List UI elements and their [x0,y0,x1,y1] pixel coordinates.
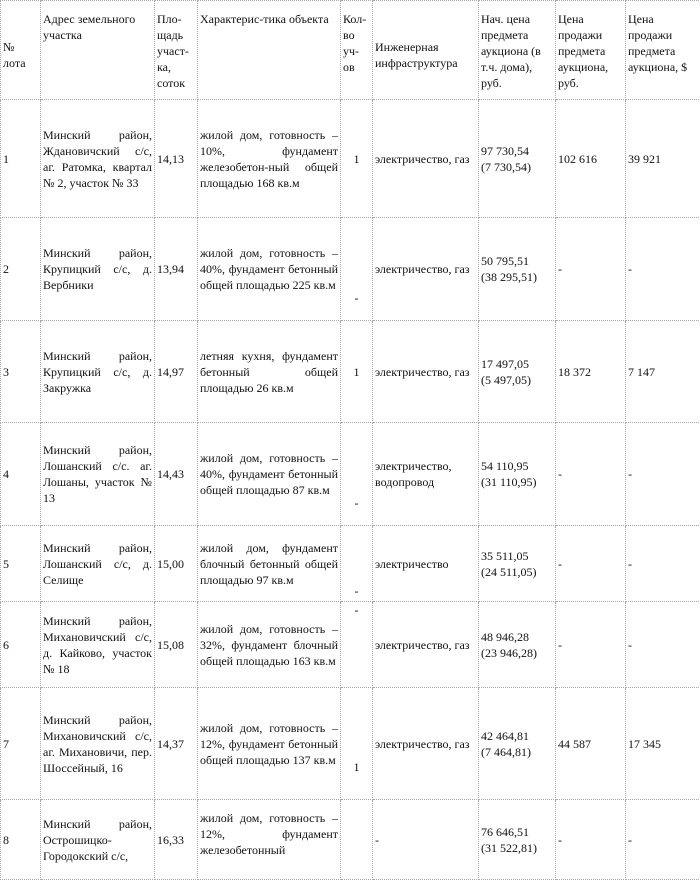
header-row [1,1,700,100]
cell-infrastructure: - [373,800,479,880]
cell-start-price: 35 511,05 (24 511,05) [479,526,556,602]
cell-address: Минский район, Михановичский с/с, д. Кайково, участок № 18 [41,602,155,688]
cell-sale-rub: - [556,526,626,602]
table-row [1,602,700,688]
cell-sale-usd: - [626,218,700,321]
cell-count: - [341,526,373,602]
header-sale-price-rub: Цена продажи предмета аукциона, руб. [556,1,626,100]
cell-characteristic: летняя кухня, фундамент бетонный общей площадью 26 кв.м [198,321,341,423]
cell-count: 1 [341,321,373,423]
table-row [1,423,700,526]
cell-area: 16,33 [155,800,198,880]
cell-lot: 8 [1,800,41,880]
header-characteristic: Характерис-тика объекта [198,1,341,100]
cell-lot: 6 [1,602,41,688]
cell-characteristic: жилой дом, готовность – 12%, фундамент железобетонный [198,800,341,880]
cell-sale-usd: - [626,423,700,526]
cell-characteristic: жилой дом, готовность – 40%, фундамент бетонный общей площадью 87 кв.м [198,423,341,526]
cell-sale-usd: - [626,526,700,602]
cell-infrastructure: электричество [373,526,479,602]
header-area: Пло-щадь участ-ка, соток [155,1,198,100]
cell-lot: 1 [1,100,41,218]
cell-infrastructure: электричество, водопровод [373,423,479,526]
cell-area: 14,13 [155,100,198,218]
cell-infrastructure: электричество, газ [373,321,479,423]
header-infrastructure: Инженерная инфраструктура [373,1,479,100]
cell-count: - [341,218,373,321]
cell-area: 15,00 [155,526,198,602]
table-row [1,321,700,423]
cell-lot: 2 [1,218,41,321]
cell-count: - [341,602,373,688]
cell-address: Минский район, Ждановичский с/с, аг. Ратомка, квартал № 2, участок № 33 [41,100,155,218]
cell-lot: 5 [1,526,41,602]
cell-address: Минский район, Лошанский с/с. аг. Лошаны, участок № 13 [41,423,155,526]
cell-count: - [341,423,373,526]
table-row [1,526,700,602]
cell-address: Минский район, Острошицко-Городокский с/с, [41,800,155,880]
cell-lot: 3 [1,321,41,423]
cell-address: Минский район, Михановичский с/с, аг. Михановичи, пер. Шоссейный, 16 [41,688,155,800]
cell-sale-rub: 44 587 [556,688,626,800]
cell-sale-usd: - [626,602,700,688]
cell-sale-usd: 7 147 [626,321,700,423]
cell-sale-rub: - [556,218,626,321]
header-address: Адрес земельного участка [41,1,155,100]
cell-characteristic: жилой дом, готовность –10%, фундамент железобетон-ный общей площадью 168 кв.м [198,100,341,218]
cell-area: 15,08 [155,602,198,688]
header-count: Кол-во уч-ов [341,1,373,100]
cell-area: 13,94 [155,218,198,321]
cell-area: 14,37 [155,688,198,800]
cell-sale-rub: - [556,602,626,688]
cell-area: 14,43 [155,423,198,526]
cell-characteristic: жилой дом, готовность – 12%, фундамент бетонный общей площадью 137 кв.м [198,688,341,800]
cell-count: 1 [341,100,373,218]
cell-start-price: 76 646,51 (31 522,81) [479,800,556,880]
cell-sale-usd: 17 345 [626,688,700,800]
cell-count: 1 [341,688,373,800]
cell-characteristic: жилой дом, готовность –40%, фундамент бетонный общей площадью 225 кв.м [198,218,341,321]
cell-characteristic: жилой дом, готовность – 32%, фундамент блочный общей площадью 163 кв.м [198,602,341,688]
cell-start-price: 97 730,54 (7 730,54) [479,100,556,218]
cell-sale-rub: - [556,423,626,526]
table-row [1,218,700,321]
cell-sale-usd: - [626,800,700,880]
cell-sale-usd: 39 921 [626,100,700,218]
table-row [1,800,700,880]
cell-sale-rub: 102 616 [556,100,626,218]
cell-infrastructure: электричество, газ [373,688,479,800]
table-row [1,100,700,218]
table-row [1,688,700,800]
cell-address: Минский район, Крупицкий с/с, д. Вербники [41,218,155,321]
cell-start-price: 42 464,81 (7 464,81) [479,688,556,800]
cell-start-price: 54 110,95 (31 110,95) [479,423,556,526]
cell-address: Минский район, Лошанский с/с, д. Селище [41,526,155,602]
cell-infrastructure: электричество, газ [373,218,479,321]
cell-infrastructure: электричество, газ [373,602,479,688]
cell-area: 14,97 [155,321,198,423]
cell-address: Минский район, Крупицкий с/с, д. Закружка [41,321,155,423]
cell-start-price: 50 795,51 (38 295,51) [479,218,556,321]
cell-start-price: 17 497,05 (5 497,05) [479,321,556,423]
cell-start-price: 48 946,28 (23 946,28) [479,602,556,688]
cell-lot: 4 [1,423,41,526]
cell-lot: 7 [1,688,41,800]
header-start-price: Нач. цена предмета аукциона (в т.ч. дома), руб. [479,1,556,100]
cell-characteristic: жилой дом, фундамент блочный бетонный общей площадью 97 кв.м [198,526,341,602]
cell-sale-rub: 18 372 [556,321,626,423]
cell-sale-rub: - [556,800,626,880]
header-lot-no: № лота [1,1,41,100]
cell-infrastructure: электричество, газ [373,100,479,218]
header-sale-price-usd: Цена продажи предмета аукциона, $ [626,1,700,100]
cell-count [341,800,373,880]
